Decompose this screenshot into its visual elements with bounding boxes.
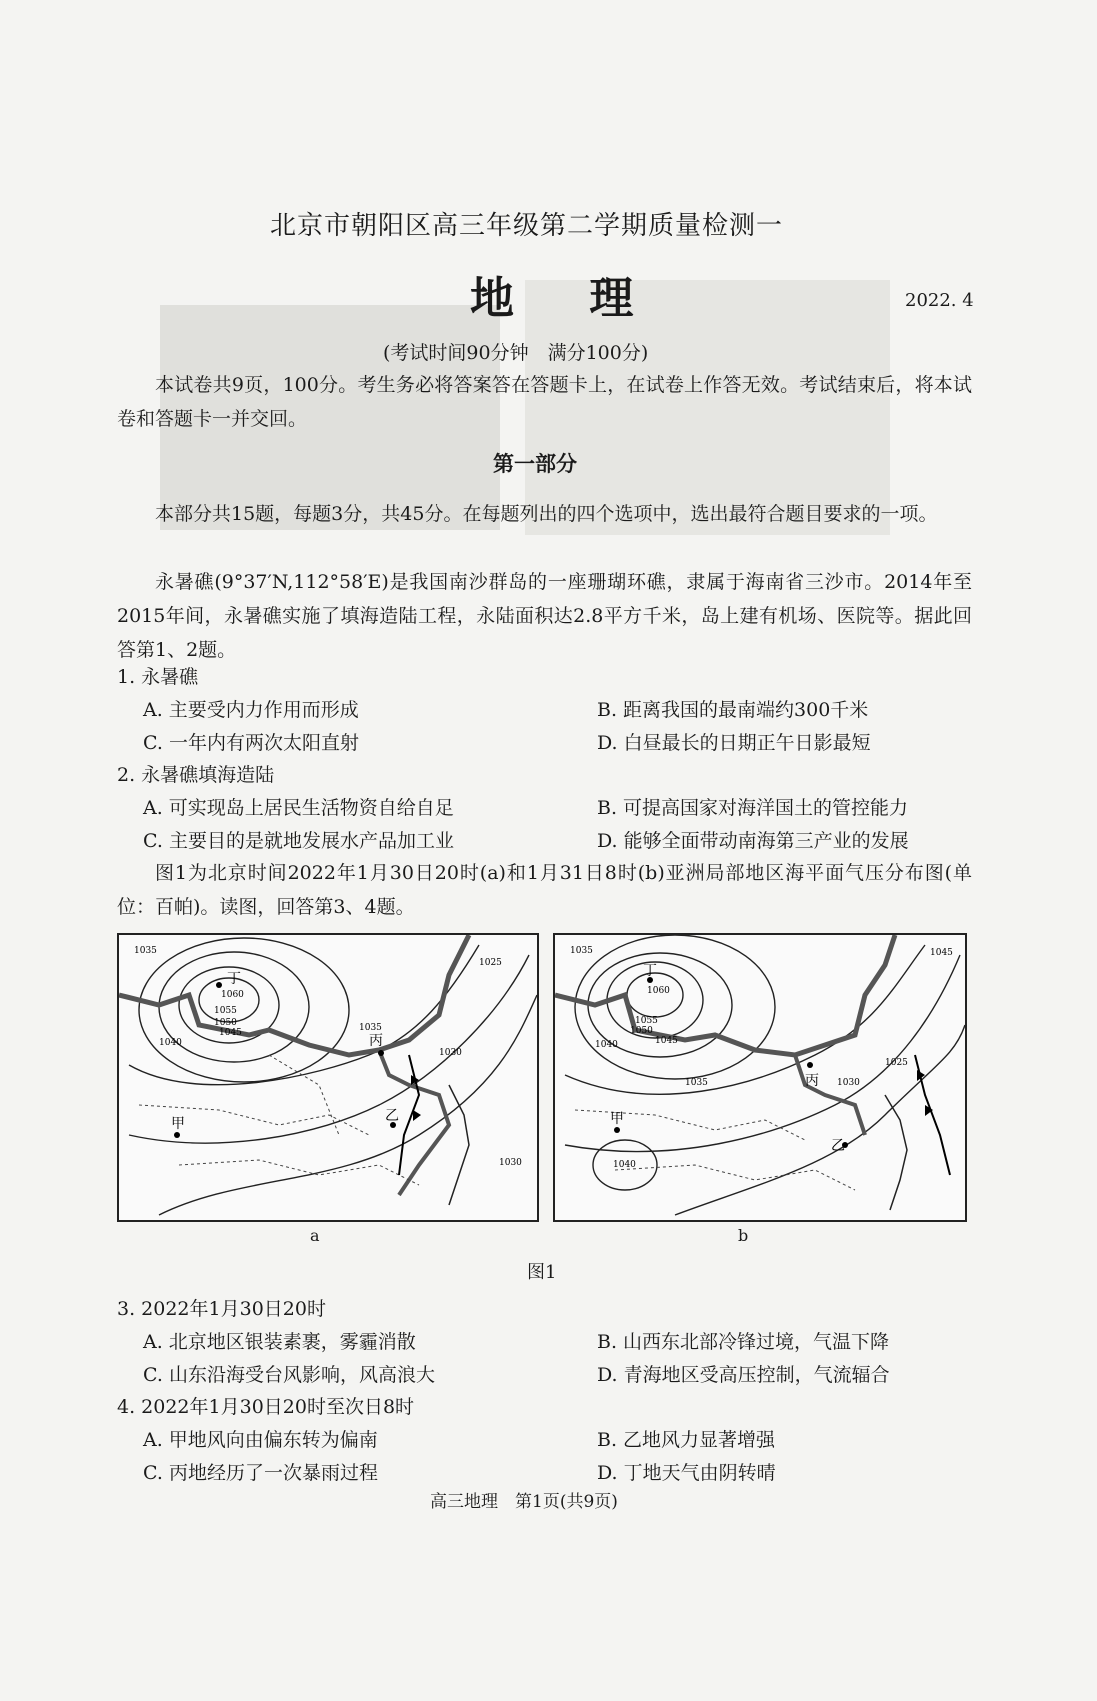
isobar-label: 1040 [613, 1160, 636, 1170]
isobar-label: 1045 [219, 1028, 242, 1038]
pressure-map-a-graphic [119, 935, 537, 1220]
isobar-label: 1025 [885, 1058, 908, 1068]
place-yi-a: 乙 [385, 1108, 399, 1124]
question-3-option-a: A. 北京地区银装素裹，雾霾消散 [143, 1331, 416, 1353]
pressure-map-b-graphic [555, 935, 965, 1220]
place-bing-a: 丙 [369, 1033, 383, 1049]
question-1-option-d: D. 白昼最长的日期正午日影最短 [597, 732, 871, 754]
page-footer: 高三地理 第1页(共9页) [430, 1492, 618, 1512]
isobar-label: 1055 [635, 1016, 658, 1026]
place-ding-a: 丁 [227, 971, 241, 987]
isobar-label: 1050 [630, 1026, 653, 1036]
isobar-label: 1035 [134, 946, 157, 956]
isobar-label: 1055 [214, 1006, 237, 1016]
question-1-stem: 1. 永暑礁 [117, 666, 199, 688]
map-a-label: a [310, 1226, 320, 1245]
passage-1: 永暑礁(9°37′N,112°58′E)是我国南沙群岛的一座珊瑚环礁，隶属于海南省三沙市。2014年至2015年间，永暑礁实施了填海造陆工程，永陆面积达2.8平方千米，岛上建有机场、医院等。据此回答第1、2题。 [117, 571, 972, 661]
question-4-stem: 4. 2022年1月30日20时至次日8时 [117, 1396, 415, 1418]
question-4-option-a: A. 甲地风向由偏东转为偏南 [143, 1429, 378, 1451]
place-jia-b: 甲 [610, 1111, 624, 1127]
question-2-option-d: D. 能够全面带动南海第三产业的发展 [597, 830, 909, 852]
isobar-label: 1030 [439, 1048, 462, 1058]
question-2-option-b: B. 可提高国家对海洋国土的管控能力 [597, 797, 909, 819]
place-ding-b: 丁 [643, 963, 657, 979]
question-4-option-d: D. 丁地天气由阴转晴 [597, 1462, 776, 1484]
place-yi-b: 乙 [831, 1138, 845, 1154]
pressure-map-b [553, 933, 967, 1222]
place-bing-b: 丙 [805, 1073, 819, 1089]
isobar-label: 1035 [359, 1023, 382, 1033]
isobar-label: 1030 [499, 1158, 522, 1168]
isobar-label: 1060 [221, 990, 244, 1000]
question-3-option-c: C. 山东沿海受台风影响，风高浪大 [143, 1364, 435, 1386]
isobar-label: 1045 [930, 948, 953, 958]
exam-date: 2022. 4 [905, 290, 974, 311]
question-3-option-b: B. 山西东北部冷锋过境，气温下降 [597, 1331, 890, 1353]
question-3-stem: 3. 2022年1月30日20时 [117, 1298, 326, 1320]
question-2-stem: 2. 永暑礁填海造陆 [117, 764, 275, 786]
isobar-label: 1060 [647, 986, 670, 996]
passage-2: 图1为北京时间2022年1月30日20时(a)和1月31日8时(b)亚洲局部地区海平面气压分布图(单位：百帕)。读图，回答第3、4题。 [117, 862, 972, 918]
question-2-option-a: A. 可实现岛上居民生活物资自给自足 [143, 797, 454, 819]
figure-caption: 图1 [527, 1262, 557, 1283]
isobar-label: 1025 [479, 958, 502, 968]
question-1-option-c: C. 一年内有两次太阳直射 [143, 732, 359, 754]
section-title: 第一部分 [493, 451, 577, 476]
intro-paragraph: 本试卷共9页，100分。考生务必将答案答在答题卡上，在试卷上作答无效。考试结束后，将本试卷和答题卡一并交回。 [117, 374, 972, 430]
isobar-label: 1050 [214, 1018, 237, 1028]
subject-title: 地 理 [470, 273, 664, 324]
isobar-label: 1045 [655, 1036, 678, 1046]
isobar-label: 1040 [595, 1040, 618, 1050]
map-b-label: b [738, 1226, 749, 1245]
isobar-label: 1035 [685, 1078, 708, 1088]
question-4-option-b: B. 乙地风力显著增强 [597, 1429, 776, 1451]
question-3-option-d: D. 青海地区受高压控制，气流辐合 [597, 1364, 890, 1386]
question-2-option-c: C. 主要目的是就地发展水产品加工业 [143, 830, 454, 852]
isobar-label: 1040 [159, 1038, 182, 1048]
isobar-label: 1030 [837, 1078, 860, 1088]
pressure-map-a [117, 933, 539, 1222]
section-instruction: 本部分共15题，每题3分，共45分。在每题列出的四个选项中，选出最符合题目要求的一项。 [155, 503, 938, 525]
isobar-label: 1035 [570, 946, 593, 956]
place-jia-a: 甲 [171, 1116, 185, 1132]
question-1-option-b: B. 距离我国的最南端约300千米 [597, 699, 869, 721]
exam-info: (考试时间90分钟 满分100分) [383, 342, 649, 364]
question-4-option-c: C. 丙地经历了一次暴雨过程 [143, 1462, 378, 1484]
exam-title: 北京市朝阳区高三年级第二学期质量检测一 [270, 211, 784, 241]
question-1-option-a: A. 主要受内力作用而形成 [143, 699, 359, 721]
